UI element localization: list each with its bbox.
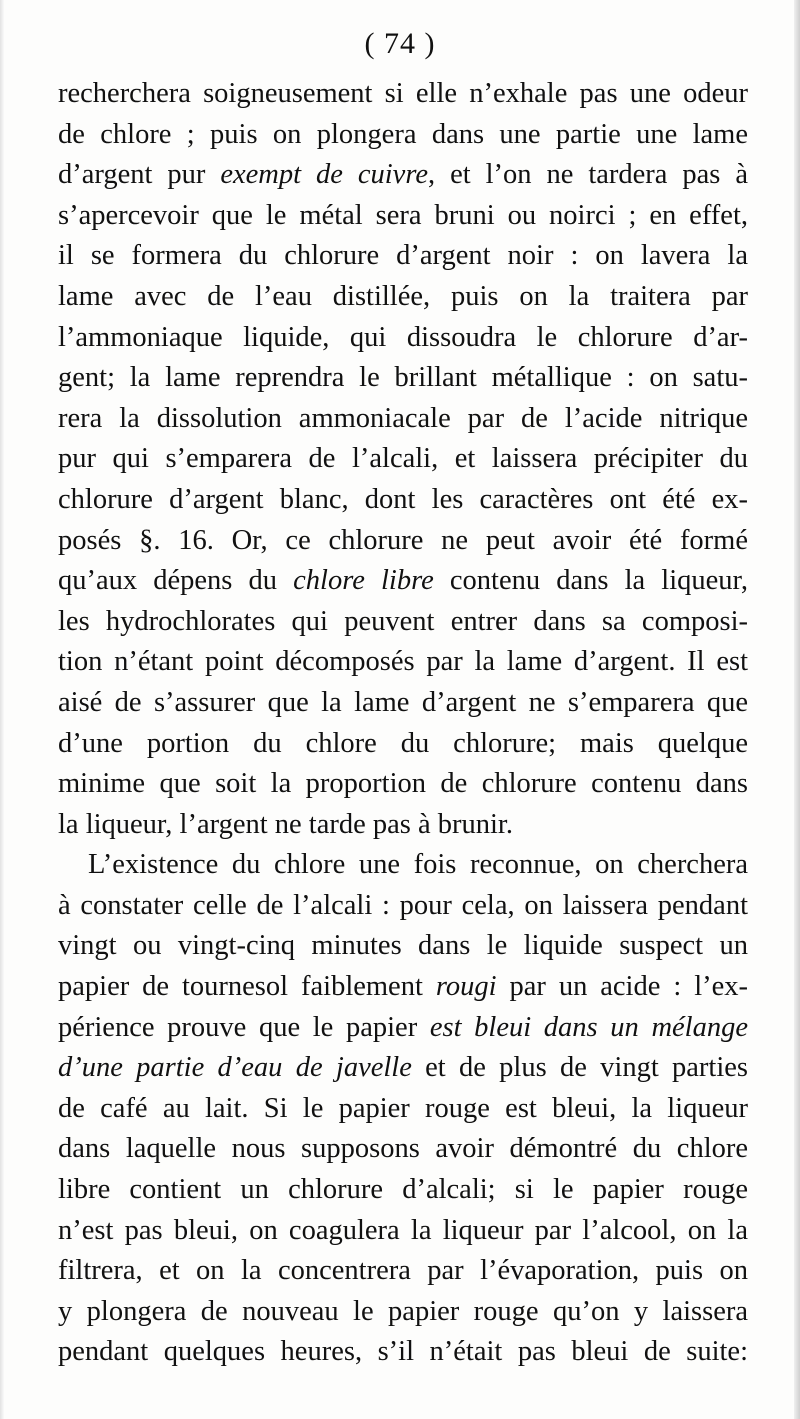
text-segment: les hydrochlorates qui peuvent entrer dans sa composi- xyxy=(58,605,748,637)
text-line xyxy=(58,764,748,805)
text-segment: s’apercevoir que le métal sera bruni ou noirci ; en effet, xyxy=(58,199,748,231)
text-line xyxy=(58,642,748,683)
text-segment: pendant quelques heures, s’il n’était pas bleui de suite: xyxy=(58,1336,748,1368)
text-segment: posés §. 16. Or, ce chlorure ne peut avoir été formé xyxy=(58,524,748,556)
text-line xyxy=(58,967,748,1008)
italic-text: chlore libre xyxy=(293,565,434,597)
text-line xyxy=(58,1048,748,1089)
text-line xyxy=(58,1251,748,1292)
italic-text: rougi xyxy=(435,971,497,1003)
text-segment: et de plus de vingt parties xyxy=(411,1052,748,1084)
text-line xyxy=(58,74,748,115)
text-segment: de café au lait. Si le papier rouge est bleui, la liqueur xyxy=(58,1092,748,1124)
text-segment: papier de tournesol faiblement xyxy=(58,971,436,1003)
text-segment: filtrera, et on la concentrera par l’évaporation, puis on xyxy=(58,1255,748,1287)
text-segment: à constater celle de l’alcali : pour cela, on laissera pendant xyxy=(58,889,748,921)
text-line xyxy=(58,805,748,846)
text-segment: libre contient un chlorure d’alcali; si le papier rouge xyxy=(58,1174,748,1206)
text-segment: n’est pas bleui, on coagulera la liqueur par l’alcool, on la xyxy=(58,1214,748,1246)
italic-text: exempt de cuivre xyxy=(220,159,429,191)
text-line xyxy=(58,1008,748,1049)
text-line xyxy=(58,1211,748,1252)
text-segment: vingt ou vingt-cinq minutes dans le liquide suspect un xyxy=(58,930,748,962)
text-line xyxy=(58,602,748,643)
text-line xyxy=(58,439,748,480)
text-line xyxy=(58,724,748,765)
text-line xyxy=(58,277,748,318)
text-line xyxy=(58,1292,748,1333)
text-line xyxy=(58,155,748,196)
text-line xyxy=(58,115,748,156)
italic-text: est bleui dans un mélange xyxy=(429,1011,748,1043)
text-line xyxy=(58,480,748,521)
text-line xyxy=(58,196,748,237)
text-segment: recherchera soigneusement si elle n’exhale pas une odeur xyxy=(58,78,748,109)
text-line xyxy=(58,521,748,562)
page-number: ( 74 ) xyxy=(364,27,436,60)
page-left-edge-shadow xyxy=(0,0,4,1419)
text-segment: d’une portion du chlore du chlorure; mais quelque xyxy=(58,727,748,759)
text-segment: l’ammoniaque liquide, qui dissoudra le chlorure d’ar- xyxy=(58,321,748,353)
text-line xyxy=(58,318,748,359)
text-segment: y plongera de nouveau le papier rouge qu’on y laissera xyxy=(58,1295,748,1327)
text-segment: la liqueur, l’argent ne tarde pas à brunir. xyxy=(58,808,513,840)
text-segment: tion n’étant point décomposés par la lame d’argent. Il est xyxy=(58,646,748,678)
text-segment: de chlore ; puis on plongera dans une partie une lame xyxy=(58,118,748,150)
text-line xyxy=(58,1089,748,1130)
text-line xyxy=(58,845,748,886)
text-line xyxy=(58,236,748,277)
page-right-edge-shadow xyxy=(794,0,800,1419)
text-segment: pur qui s’emparera de l’alcali, et laissera précipiter du xyxy=(58,443,748,475)
text-line xyxy=(58,1170,748,1211)
text-line xyxy=(58,561,748,602)
text-segment: il se formera du chlorure d’argent noir : on lavera la xyxy=(58,240,748,272)
text-line xyxy=(58,1129,748,1170)
text-segment: chlorure d’argent blanc, dont les caractères ont été ex- xyxy=(58,483,748,515)
text-segment: lame avec de l’eau distillée, puis on la traitera par xyxy=(58,280,748,312)
text-segment: minime que soit la proportion de chlorure contenu dans xyxy=(58,768,748,800)
text-segment: contenu dans la liqueur, xyxy=(433,565,748,597)
italic-text: d’une partie d’eau de javelle xyxy=(58,1052,412,1084)
text-line xyxy=(58,399,748,440)
text-line xyxy=(58,683,748,724)
text-line xyxy=(58,1332,748,1373)
text-segment: dans laquelle nous supposons avoir démontré du chlore xyxy=(58,1133,748,1165)
text-segment: gent; la lame reprendra le brillant métallique : on satu- xyxy=(58,362,748,394)
text-segment: L’existence du chlore une fois reconnue, on cherchera xyxy=(88,849,748,881)
text-segment: par un acide : l’ex- xyxy=(496,971,748,1003)
text-line xyxy=(58,886,748,927)
text-segment: d’argent pur xyxy=(58,159,221,191)
body-text xyxy=(58,74,748,1373)
text-segment: rera la dissolution ammoniacale par de l’acide nitrique xyxy=(58,402,748,434)
text-line xyxy=(58,926,748,967)
text-line xyxy=(58,358,748,399)
text-segment: aisé de s’assurer que la lame d’argent ne s’emparera que xyxy=(58,686,748,718)
text-segment: périence prouve que le papier xyxy=(58,1011,430,1043)
text-segment: qu’aux dépens du xyxy=(58,565,294,597)
text-segment: , et l’on ne tardera pas à xyxy=(428,159,748,191)
